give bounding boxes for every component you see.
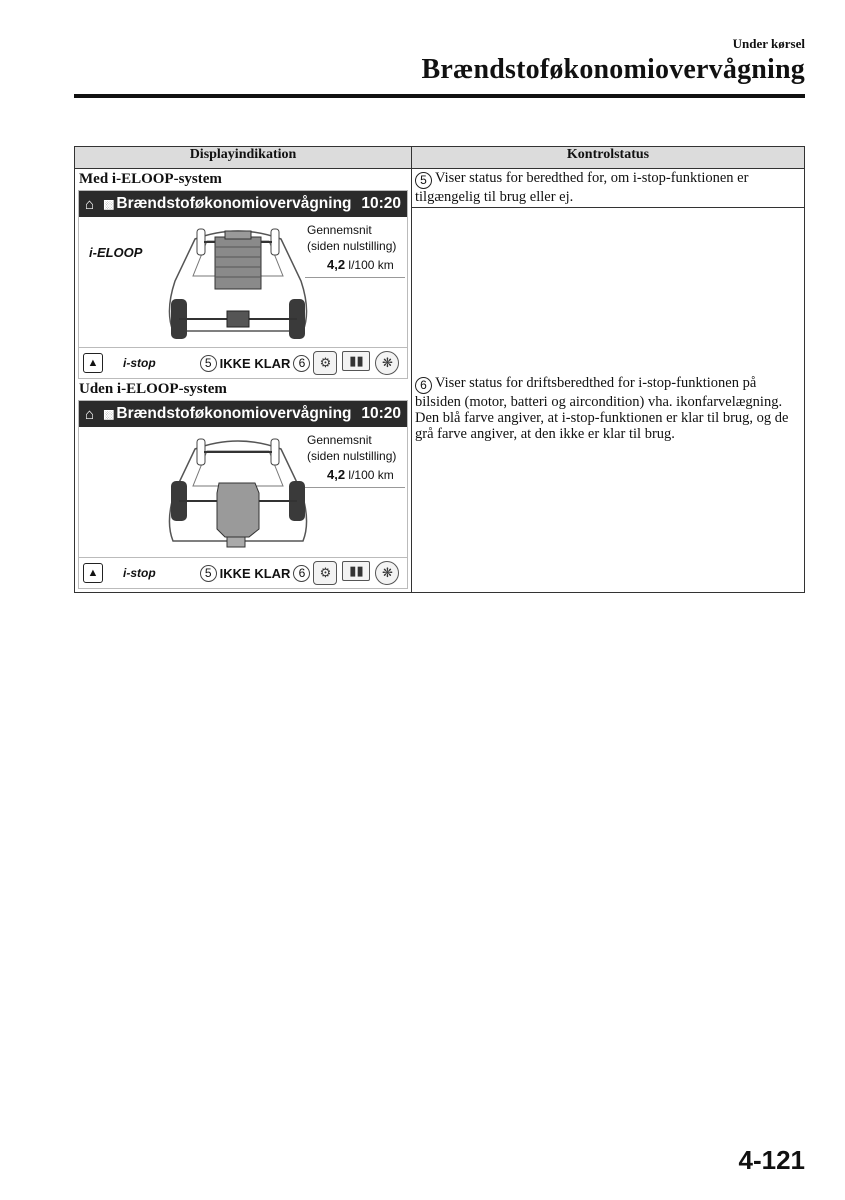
display-time: 10:20 — [361, 195, 401, 212]
row-label-with-eloop: Med i-ELOOP-system — [79, 171, 222, 187]
aircon-icon: ❋ — [375, 351, 399, 375]
average-unit: l/100 km — [348, 258, 394, 272]
display-cell — [75, 169, 412, 593]
fuel-pump-icon: ▩ — [103, 407, 115, 421]
eloop-capacitor-icon — [215, 231, 261, 289]
average-label — [307, 222, 396, 254]
note-5 — [412, 169, 804, 207]
value-underline — [305, 277, 405, 278]
status-text: IKKE KLAR — [219, 355, 291, 371]
istop-label: i-stop — [123, 356, 156, 370]
car-top-view-engine — [163, 431, 313, 555]
display-with-eloop — [78, 190, 408, 379]
average-label — [307, 432, 396, 464]
home-icon: ⌂ — [85, 405, 95, 423]
up-arrow-icon[interactable]: ▲ — [83, 353, 103, 373]
average-line1: Gennemsnit — [307, 433, 372, 447]
display-title: Brændstoføkonomiovervågning — [116, 405, 352, 422]
note-5-text: Viser status for beredthed for, om i-stop-funktionen er tilgængelig til brug eller ej. — [415, 170, 749, 205]
average-value — [327, 467, 394, 482]
header-rule — [74, 94, 805, 98]
callout-6: 6 — [293, 565, 310, 582]
callout-6: 6 — [415, 377, 432, 394]
row-label-without-eloop: Uden i-ELOOP-system — [79, 381, 227, 397]
engine-icon: ⚙ — [313, 561, 337, 585]
battery-icon: ▮▮ — [342, 561, 370, 581]
display-footer — [79, 347, 407, 378]
car-top-view-eloop — [163, 221, 313, 345]
average-number: 4,2 — [327, 467, 346, 482]
average-line2: (siden nulstilling) — [307, 449, 397, 463]
section-title: Under kørsel — [732, 36, 805, 51]
page-number: 4-121 — [738, 1145, 805, 1175]
info-table — [74, 146, 805, 593]
value-underline — [305, 487, 405, 488]
display-footer — [79, 557, 407, 588]
istop-label: i-stop — [123, 566, 156, 580]
callout-5: 5 — [415, 172, 432, 189]
col-header-display: Displayindikation — [75, 147, 412, 169]
display-title: Brændstoføkonomiovervågning — [116, 195, 352, 212]
status-cell-6 — [412, 208, 805, 593]
battery-icon: ▮▮ — [342, 351, 370, 371]
callout-6: 6 — [293, 355, 310, 372]
display-time: 10:20 — [361, 405, 401, 422]
home-icon: ⌂ — [85, 195, 95, 213]
up-arrow-icon[interactable]: ▲ — [83, 563, 103, 583]
average-number: 4,2 — [327, 257, 346, 272]
status-cell-5 — [412, 169, 805, 208]
average-line2: (siden nulstilling) — [307, 239, 397, 253]
note-6-text: Viser status for driftsberedthed for i-stop-funktionen på bilsiden (motor, batteri og aircondition) vha. ikonfarvelægning. Den blå farve angiver, at i-stop-funktionen er klar til brug, og de grå farve angiver, at den ikke er klar til brug. — [415, 375, 789, 442]
system-icons — [313, 561, 399, 585]
page-title: Brændstoføkonomiovervågning — [421, 54, 805, 85]
status-text: IKKE KLAR — [219, 565, 291, 581]
display-body — [79, 427, 407, 557]
col-header-status: Kontrolstatus — [412, 147, 805, 169]
aircon-icon: ❋ — [375, 561, 399, 585]
average-value — [327, 257, 394, 272]
display-without-eloop — [78, 400, 408, 589]
display-header — [79, 401, 407, 427]
engine-icon: ⚙ — [313, 351, 337, 375]
display-body — [79, 217, 407, 347]
eloop-label: i-ELOOP — [89, 245, 143, 260]
display-header — [79, 191, 407, 217]
average-unit: l/100 km — [348, 468, 394, 482]
callout-5: 5 — [200, 565, 217, 582]
system-icons — [313, 351, 399, 375]
average-line1: Gennemsnit — [307, 223, 372, 237]
note-6 — [412, 374, 804, 444]
callout-5: 5 — [200, 355, 217, 372]
fuel-pump-icon: ▩ — [103, 197, 115, 211]
